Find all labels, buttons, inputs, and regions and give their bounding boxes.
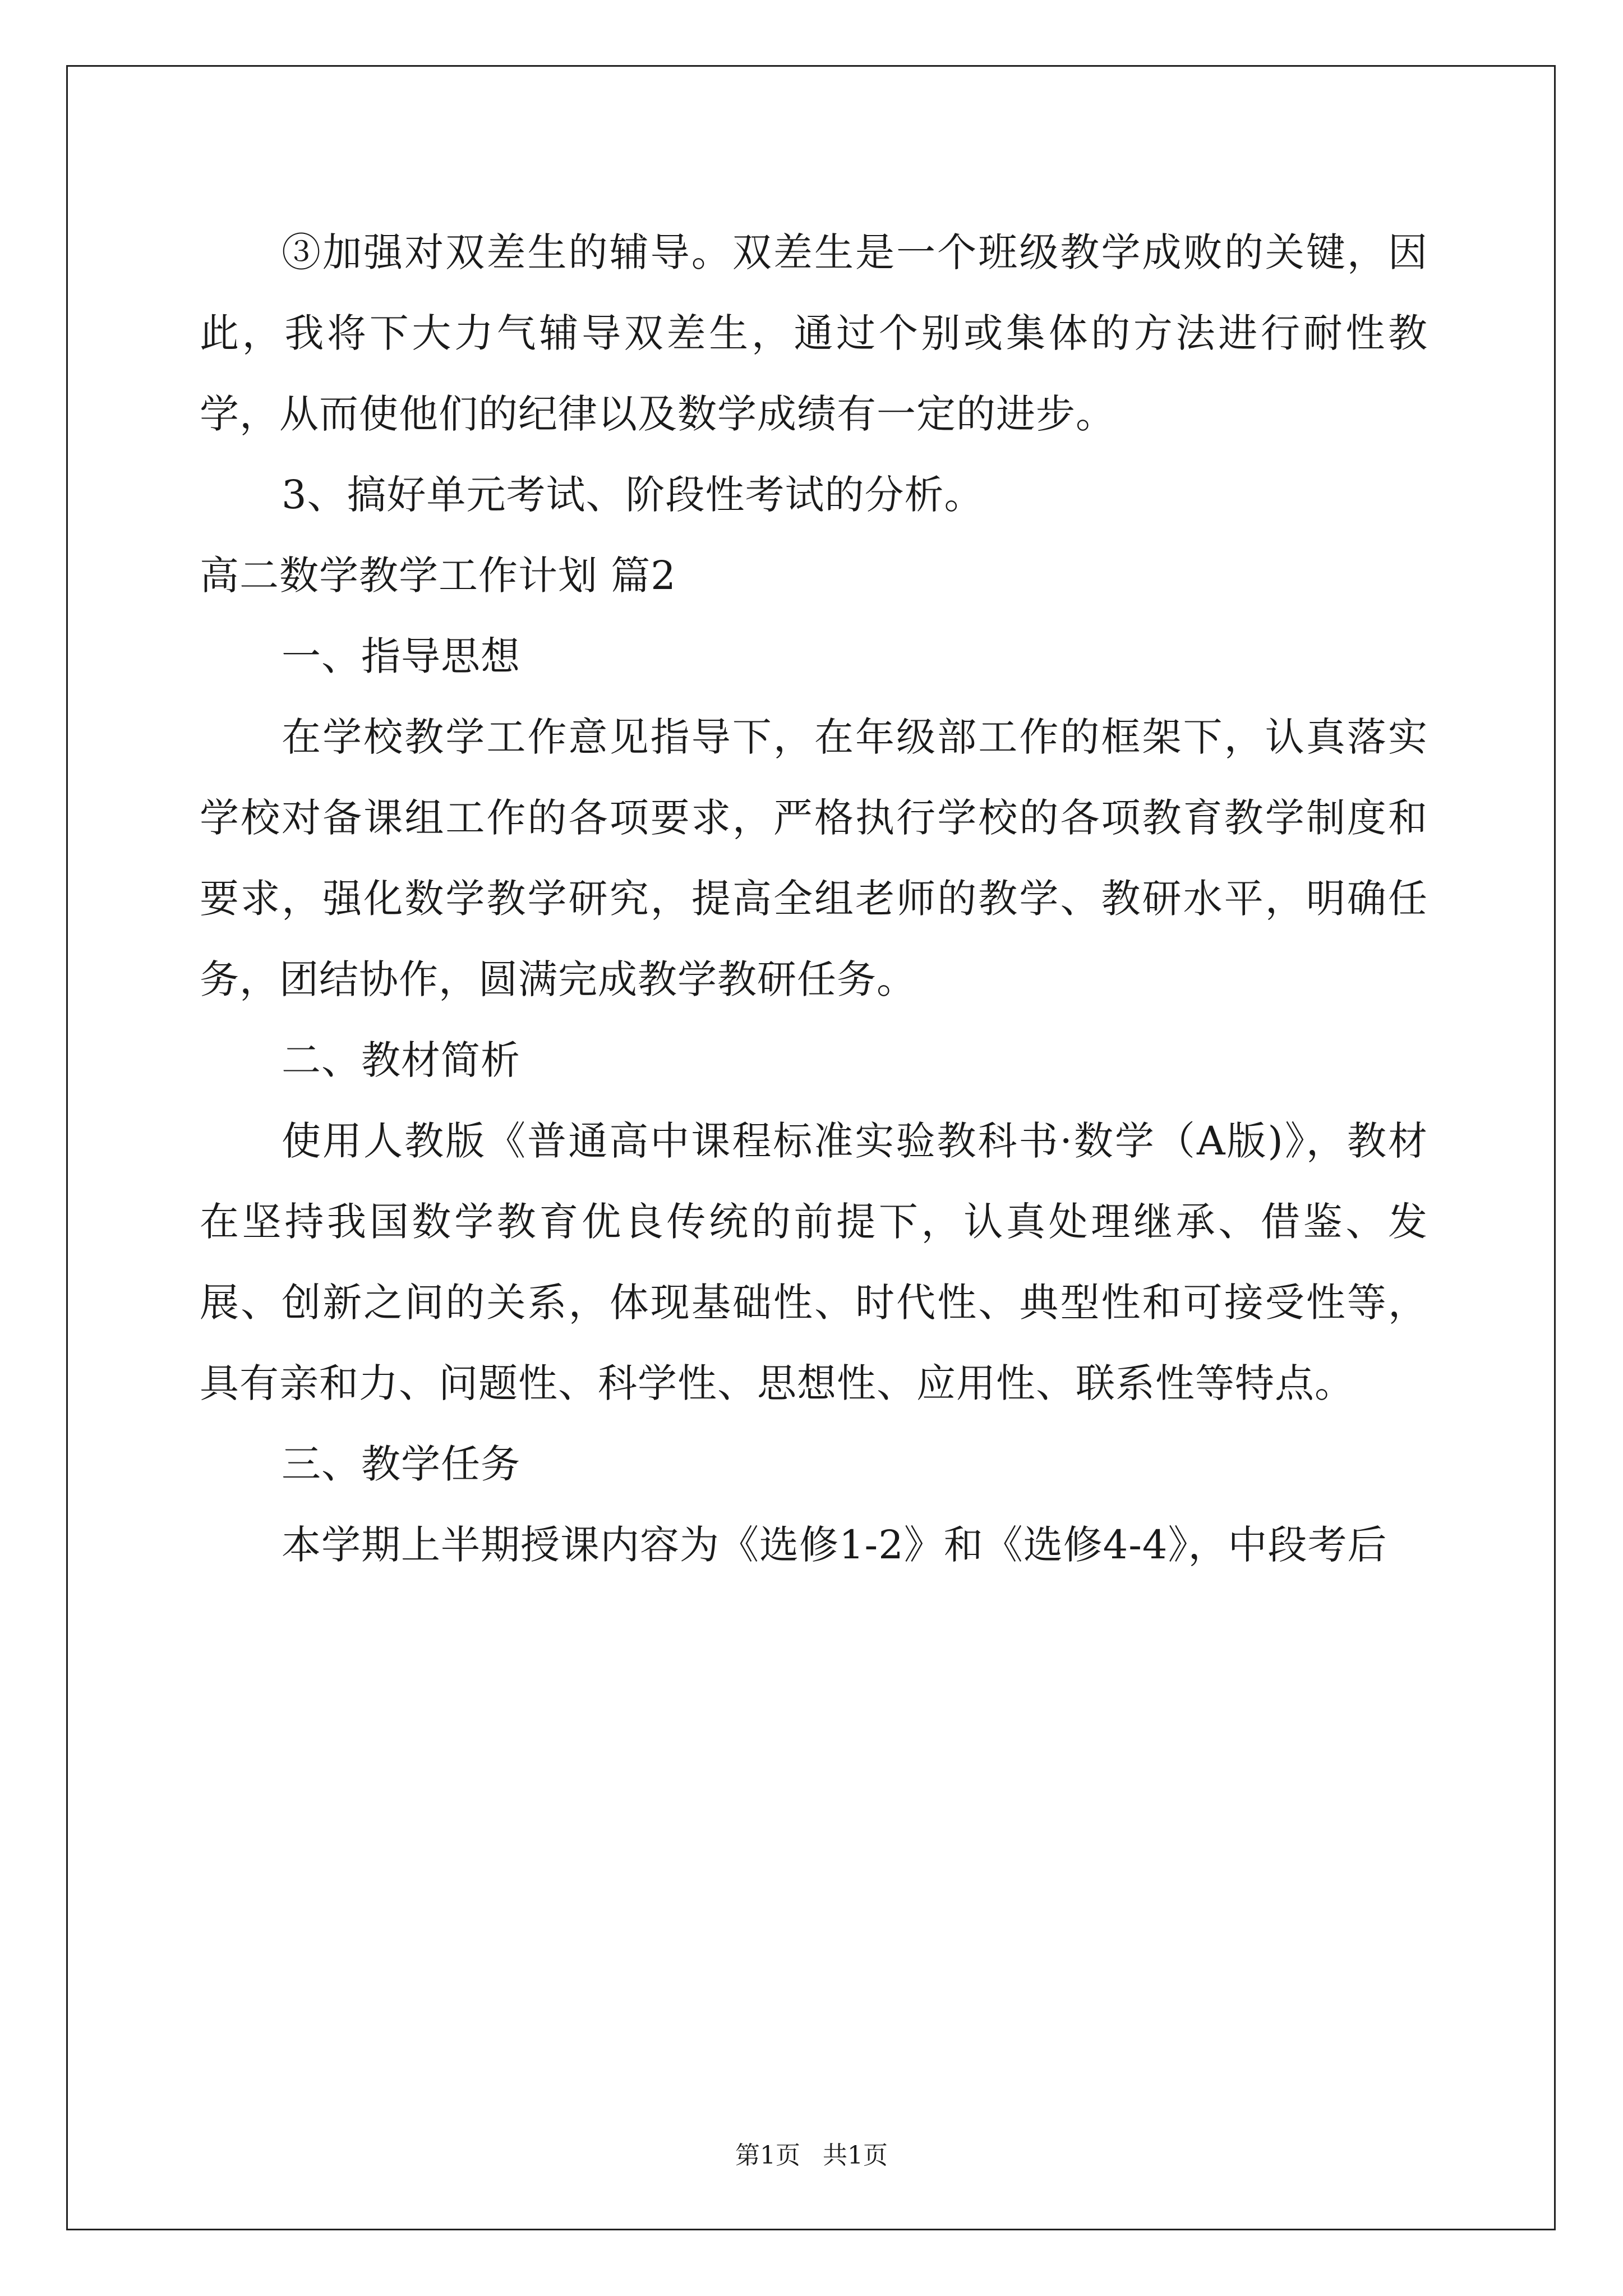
- paragraph-remedial-tutoring: ③加强对双差生的辅导。双差生是一个班级教学成败的关键，因此，我将下大力气辅导双差生，通过个别或集体的方法进行耐性教学，从而使他们的纪律以及数学成绩有一定的进步。: [200, 229, 1428, 437]
- heading-textbook-analysis: 二、教材简析: [282, 1037, 520, 1083]
- page-footer: [0, 2135, 1623, 2171]
- section-title: 高二数学教学工作计划 篇2: [200, 553, 676, 599]
- paragraph-guiding-ideology: 在学校教学工作意见指导下，在年级部工作的框架下，认真落实学校对备课组工作的各项要求，严格执行学校的各项教育教学制度和要求，强化数学教学研究，提高全组老师的教学、教研水平，明确任务，团结协作，圆满完成教学教研任务。: [200, 714, 1428, 1002]
- page-total: 共1页: [823, 2141, 888, 2170]
- page-number: 第1页: [735, 2141, 800, 2170]
- paragraph-textbook-analysis: 使用人教版《普通高中课程标准实验教科书·数学（A版)》，教材在坚持我国数学教育优良传统的前提下，认真处理继承、借鉴、发展、创新之间的关系，体现基础性、时代性、典型性和可接受性等，具有亲和力、问题性、科学性、思想性、应用性、联系性等特点。: [200, 1118, 1428, 1406]
- heading-teaching-tasks: 三、教学任务: [282, 1441, 520, 1487]
- heading-guiding-ideology: 一、指导思想: [282, 633, 520, 679]
- paragraph-exam-analysis: 3、搞好单元考试、阶段性考试的分析。: [282, 472, 984, 518]
- paragraph-teaching-tasks: 本学期上半期授课内容为《选修1-2》和《选修4-4》，中段考后: [282, 1522, 1387, 1568]
- document-body: [200, 212, 1428, 1585]
